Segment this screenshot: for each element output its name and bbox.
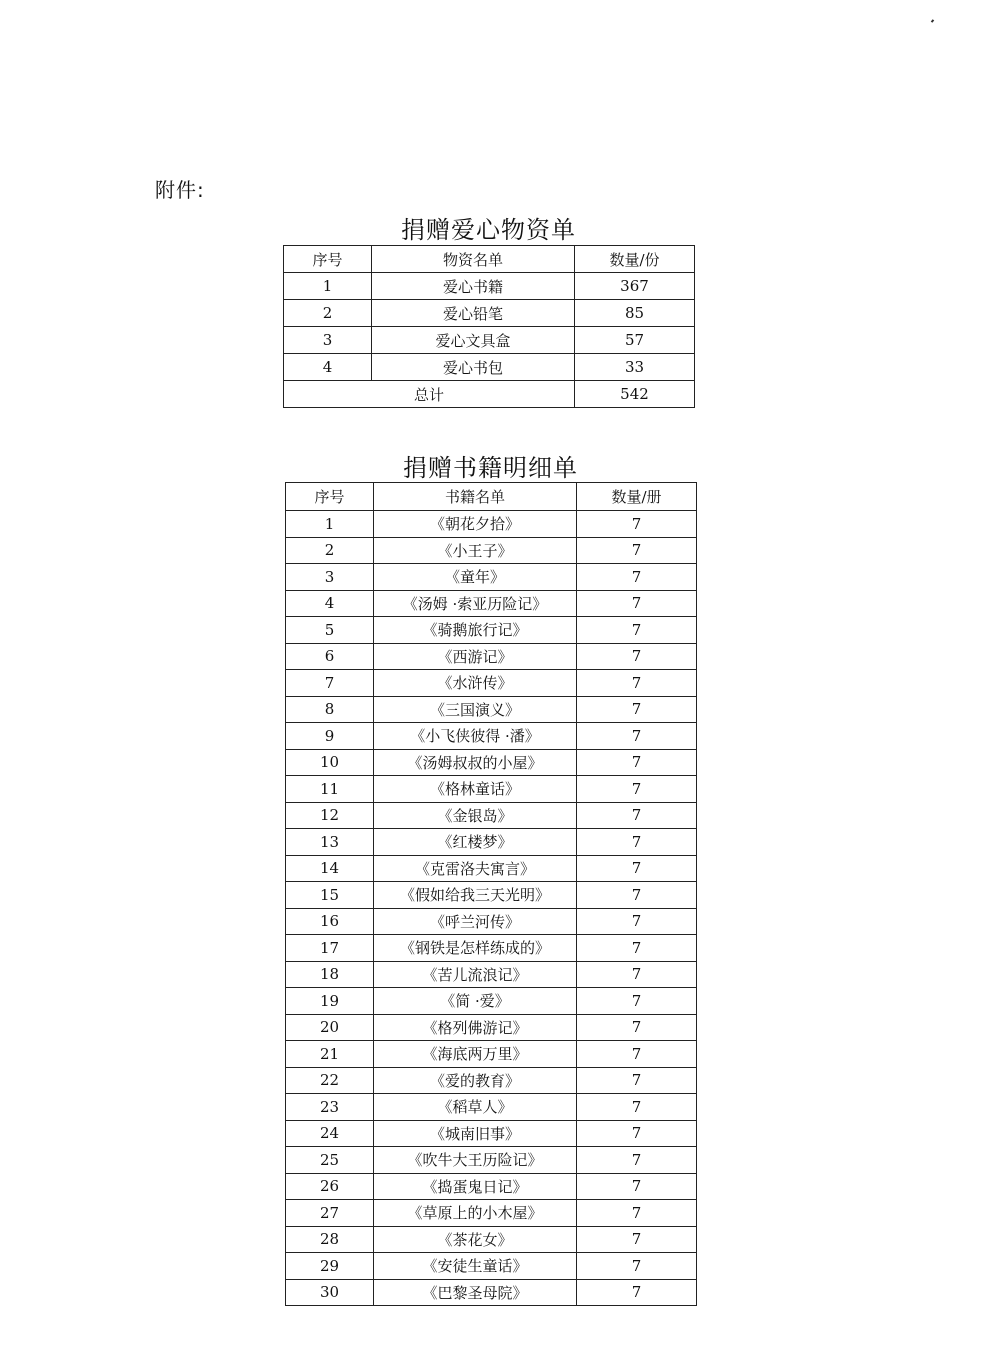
cell-no: 25 [286,1147,374,1174]
scan-speck [931,19,934,23]
cell-no: 18 [286,961,374,988]
cell-name: 《汤姆 ·索亚历险记》 [374,590,577,617]
table-row [286,670,697,697]
cell-name: 《苦儿流浪记》 [374,961,577,988]
table-header-row [284,246,695,273]
cell-qty: 7 [577,1173,697,1200]
cell-qty: 7 [577,908,697,935]
cell-name: 《小王子》 [374,537,577,564]
cell-name: 《克雷洛夫寓言》 [374,855,577,882]
cell-qty: 7 [577,1253,697,1280]
cell-qty: 7 [577,537,697,564]
cell-no: 4 [284,354,372,381]
header-name: 书籍名单 [374,483,577,511]
cell-name: 《城南旧事》 [374,1120,577,1147]
table-row [286,1253,697,1280]
table-row [286,855,697,882]
table-row [286,882,697,909]
cell-no: 12 [286,802,374,829]
table-row [286,1094,697,1121]
cell-qty: 7 [577,617,697,644]
table-row [284,300,695,327]
cell-no: 20 [286,1014,374,1041]
cell-name: 《汤姆叔叔的小屋》 [374,749,577,776]
cell-name: 《小飞侠彼得 ·潘》 [374,723,577,750]
table-row [286,537,697,564]
cell-qty: 7 [577,961,697,988]
supplies-table [283,245,695,408]
table-row [286,696,697,723]
cell-no: 3 [284,327,372,354]
cell-no: 9 [286,723,374,750]
cell-no: 22 [286,1067,374,1094]
cell-no: 13 [286,829,374,856]
cell-name: 《稻草人》 [374,1094,577,1121]
cell-no: 11 [286,776,374,803]
cell-name: 《骑鹅旅行记》 [374,617,577,644]
cell-no: 27 [286,1200,374,1227]
total-value: 542 [575,381,695,408]
cell-name: 《假如给我三天光明》 [374,882,577,909]
table-row [286,1014,697,1041]
cell-name: 《钢铁是怎样练成的》 [374,935,577,962]
cell-name: 爱心文具盒 [372,327,575,354]
cell-no: 1 [286,511,374,538]
header-qty: 数量/册 [577,483,697,511]
cell-no: 6 [286,643,374,670]
cell-no: 28 [286,1226,374,1253]
cell-qty: 7 [577,1014,697,1041]
table-row [286,1226,697,1253]
cell-name: 《呼兰河传》 [374,908,577,935]
cell-no: 5 [286,617,374,644]
cell-qty: 7 [577,696,697,723]
cell-no: 4 [286,590,374,617]
books-table-title: 捐赠书籍明细单 [403,454,578,482]
cell-qty: 7 [577,723,697,750]
cell-no: 30 [286,1279,374,1306]
cell-qty: 7 [577,855,697,882]
header-qty: 数量/份 [575,246,695,273]
cell-no: 23 [286,1094,374,1121]
cell-qty: 7 [577,1147,697,1174]
cell-no: 7 [286,670,374,697]
table-row [286,723,697,750]
table-row [284,327,695,354]
cell-name: 爱心书籍 [372,273,575,300]
cell-name: 《金银岛》 [374,802,577,829]
table-row [286,749,697,776]
table-row [286,802,697,829]
cell-qty: 7 [577,1067,697,1094]
cell-no: 1 [284,273,372,300]
attachment-label: 附件: [155,178,205,202]
cell-qty: 7 [577,590,697,617]
table-row [286,511,697,538]
cell-no: 17 [286,935,374,962]
cell-qty: 7 [577,988,697,1015]
cell-no: 16 [286,908,374,935]
cell-no: 26 [286,1173,374,1200]
cell-qty: 7 [577,1120,697,1147]
cell-name: 《捣蛋鬼日记》 [374,1173,577,1200]
cell-qty: 7 [577,643,697,670]
total-label: 总计 [284,381,575,408]
cell-name: 《巴黎圣母院》 [374,1279,577,1306]
table-row [286,829,697,856]
cell-name: 《格列佛游记》 [374,1014,577,1041]
cell-name: 《童年》 [374,564,577,591]
table-row [286,564,697,591]
table-row [286,1173,697,1200]
cell-qty: 7 [577,882,697,909]
cell-name: 《吹牛大王历险记》 [374,1147,577,1174]
header-no: 序号 [284,246,372,273]
table-row [286,590,697,617]
cell-qty: 85 [575,300,695,327]
cell-no: 2 [284,300,372,327]
cell-name: 《海底两万里》 [374,1041,577,1068]
cell-name: 《西游记》 [374,643,577,670]
cell-name: 《朝花夕拾》 [374,511,577,538]
table-row [284,354,695,381]
cell-qty: 7 [577,1094,697,1121]
table-row [286,776,697,803]
cell-qty: 367 [575,273,695,300]
cell-no: 19 [286,988,374,1015]
cell-name: 爱心铅笔 [372,300,575,327]
cell-name: 《三国演义》 [374,696,577,723]
cell-qty: 7 [577,776,697,803]
cell-name: 《茶花女》 [374,1226,577,1253]
cell-qty: 7 [577,1041,697,1068]
cell-no: 15 [286,882,374,909]
cell-name: 《水浒传》 [374,670,577,697]
cell-qty: 57 [575,327,695,354]
cell-name: 《格林童话》 [374,776,577,803]
cell-no: 8 [286,696,374,723]
cell-qty: 7 [577,802,697,829]
cell-qty: 7 [577,749,697,776]
cell-name: 《草原上的小木屋》 [374,1200,577,1227]
header-no: 序号 [286,483,374,511]
cell-no: 3 [286,564,374,591]
table-row [286,1067,697,1094]
table-row [284,273,695,300]
cell-no: 2 [286,537,374,564]
cell-qty: 7 [577,1279,697,1306]
cell-qty: 7 [577,1226,697,1253]
table-header-row [286,483,697,511]
cell-qty: 7 [577,829,697,856]
table-row [286,1120,697,1147]
table-row [286,643,697,670]
cell-qty: 7 [577,511,697,538]
cell-qty: 7 [577,564,697,591]
cell-no: 21 [286,1041,374,1068]
table-row [286,1279,697,1306]
cell-no: 10 [286,749,374,776]
table-row [286,988,697,1015]
cell-no: 14 [286,855,374,882]
table-row [286,1200,697,1227]
cell-no: 29 [286,1253,374,1280]
books-table [285,482,697,1306]
cell-name: 《简 ·爱》 [374,988,577,1015]
cell-name: 爱心书包 [372,354,575,381]
cell-qty: 7 [577,935,697,962]
table-row [286,1041,697,1068]
cell-name: 《爱的教育》 [374,1067,577,1094]
cell-qty: 33 [575,354,695,381]
table-row [286,908,697,935]
cell-no: 24 [286,1120,374,1147]
cell-name: 《红楼梦》 [374,829,577,856]
table-row [286,617,697,644]
table-row [286,961,697,988]
cell-name: 《安徒生童话》 [374,1253,577,1280]
table-row [286,1147,697,1174]
cell-qty: 7 [577,1200,697,1227]
table-row [286,935,697,962]
supplies-table-title: 捐赠爱心物资单 [401,216,576,244]
header-name: 物资名单 [372,246,575,273]
total-row [284,381,695,408]
cell-qty: 7 [577,670,697,697]
